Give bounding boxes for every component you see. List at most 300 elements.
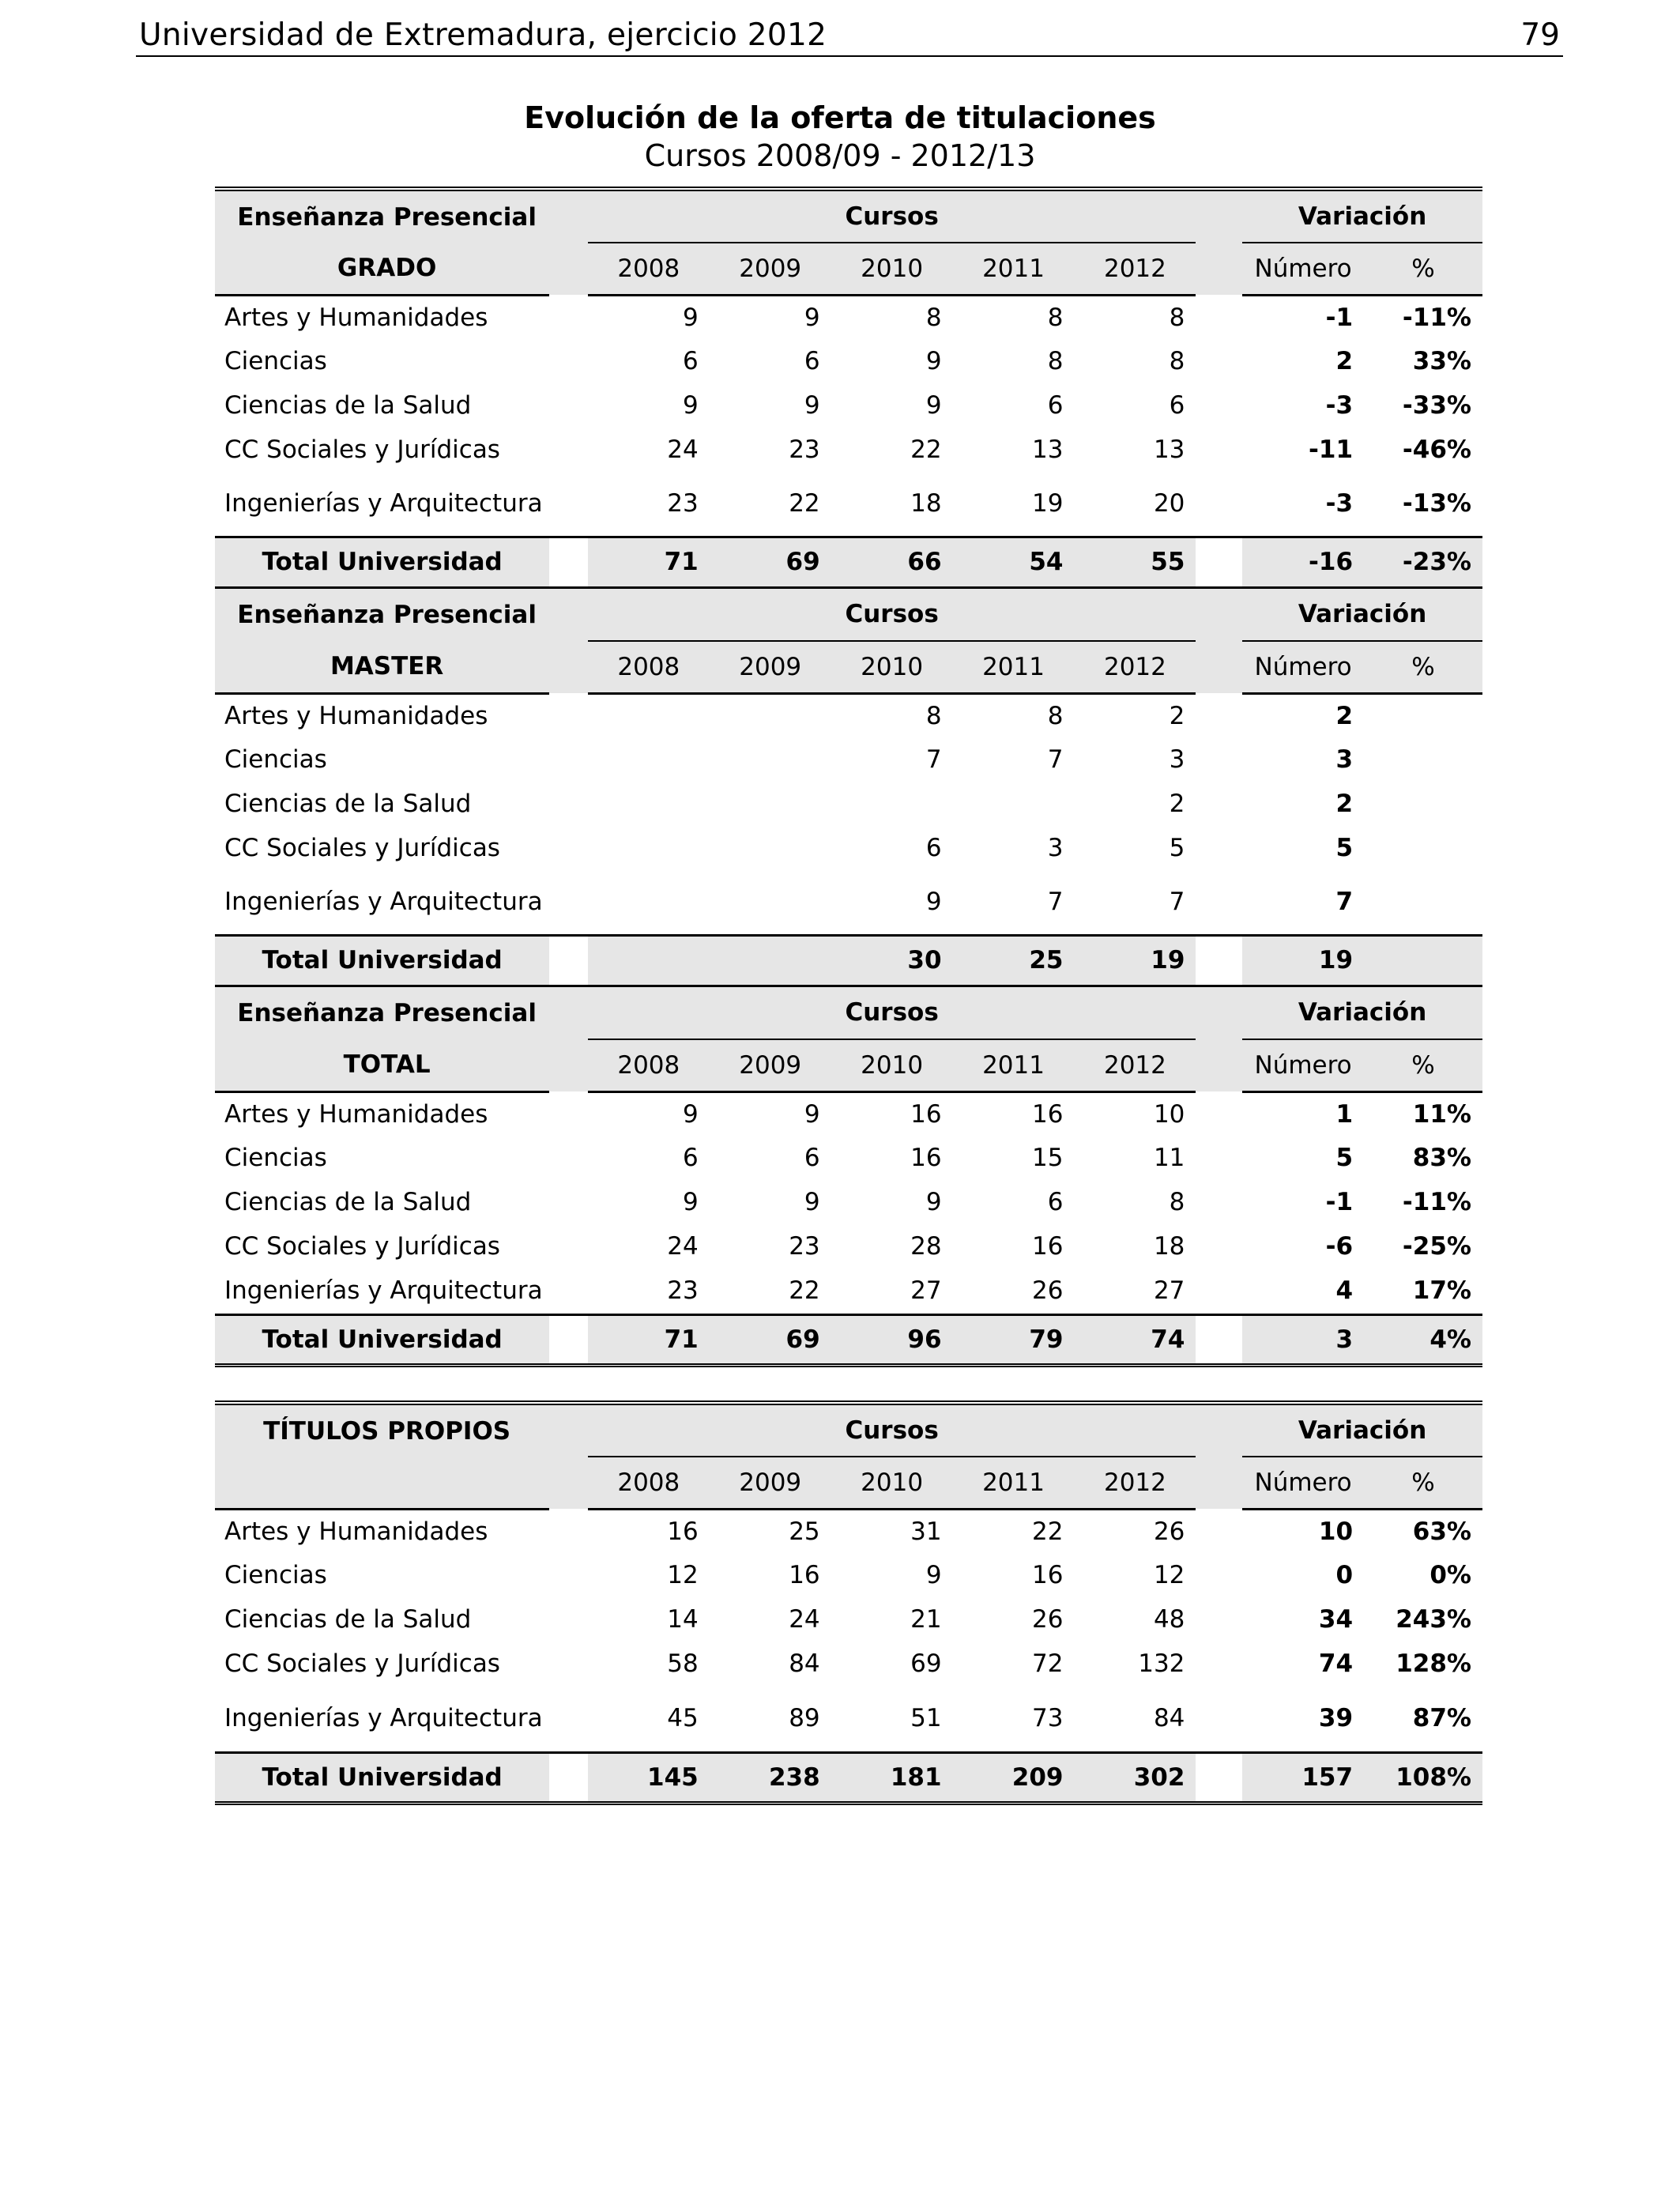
column-gap <box>549 737 588 782</box>
row-label: Ciencias <box>224 1144 327 1172</box>
total-value: 302 <box>1074 1752 1196 1803</box>
variation-number: 1 <box>1335 1099 1354 1129</box>
total-value <box>710 935 831 986</box>
total-value: 30 <box>831 935 953 986</box>
course-value: 28 <box>910 1232 942 1261</box>
column-gap <box>1196 1642 1242 1686</box>
course-value: 58 <box>667 1649 699 1678</box>
table-row <box>215 1642 1482 1686</box>
course-value: 2 <box>1169 790 1185 818</box>
row-label: Artes y Humanidades <box>224 1517 488 1546</box>
column-gap <box>549 383 588 428</box>
table-row <box>215 693 1482 737</box>
column-gap <box>1196 1686 1242 1752</box>
column-gap <box>549 1642 588 1686</box>
total-value: 209 <box>953 1752 1075 1803</box>
year-header: 2010 <box>831 1457 953 1509</box>
course-value: 25 <box>789 1517 820 1546</box>
course-value: 8 <box>1047 303 1064 332</box>
row-label: Ingenierías y Arquitectura <box>224 1704 543 1733</box>
variation-percent: 63% <box>1412 1517 1471 1546</box>
year-header: 2012 <box>1074 1039 1196 1091</box>
year-header: 2009 <box>710 243 831 295</box>
total-value: 54 <box>953 537 1075 587</box>
page-number: 79 <box>1520 17 1560 53</box>
year-header: 2011 <box>953 1457 1075 1509</box>
course-value: 21 <box>910 1605 942 1634</box>
column-gap <box>549 1091 588 1136</box>
variation-number: -3 <box>1325 391 1354 420</box>
course-value: 7 <box>1047 888 1064 917</box>
course-value: 20 <box>1153 489 1185 518</box>
variation-number: -1 <box>1325 303 1354 332</box>
column-gap <box>1196 1269 1242 1314</box>
total-variation-percent: 4% <box>1364 1314 1482 1365</box>
column-gap <box>549 1136 588 1180</box>
column-gap <box>549 472 588 537</box>
course-value: 19 <box>1032 489 1064 518</box>
course-value: 8 <box>1047 701 1064 730</box>
course-value: 23 <box>667 1276 699 1306</box>
column-gap <box>549 1553 588 1597</box>
year-header: 2009 <box>710 1457 831 1509</box>
page-subtitle: Cursos 2008/09 - 2012/13 <box>644 138 1036 173</box>
course-value: 9 <box>683 391 699 420</box>
total-label: Total Universidad <box>215 537 549 587</box>
section-sub-label: MASTER <box>215 641 549 693</box>
numero-header: Número <box>1242 641 1364 693</box>
presencial-table <box>215 187 1482 1367</box>
row-label: Ciencias <box>224 745 327 774</box>
column-gap <box>1196 472 1242 537</box>
section-group-label: Enseñanza Presencial <box>215 587 549 641</box>
column-gap <box>1196 693 1242 737</box>
course-value: 9 <box>925 888 942 917</box>
course-value: 6 <box>804 1144 820 1172</box>
year-header: 2012 <box>1074 243 1196 295</box>
course-value: 8 <box>925 701 942 730</box>
course-value: 72 <box>1032 1649 1064 1678</box>
variation-number: 5 <box>1335 1144 1354 1172</box>
course-value: 13 <box>1153 435 1185 464</box>
variation-number: 3 <box>1335 745 1354 774</box>
course-value: 23 <box>667 489 699 518</box>
course-value: 9 <box>804 303 820 332</box>
variation-number: 74 <box>1318 1649 1354 1678</box>
course-value: 84 <box>1153 1704 1185 1733</box>
column-gap <box>549 428 588 472</box>
course-value: 16 <box>1032 1099 1064 1129</box>
page-title: Evolución de la oferta de titulaciones <box>524 100 1156 135</box>
column-gap <box>549 1224 588 1269</box>
variation-number: 4 <box>1335 1276 1354 1306</box>
column-gap <box>1196 1136 1242 1180</box>
year-header: 2009 <box>710 641 831 693</box>
column-gap <box>549 641 588 693</box>
variation-percent: -46% <box>1402 435 1471 464</box>
variation-percent: 243% <box>1396 1605 1471 1634</box>
course-value: 9 <box>925 391 942 420</box>
course-value: 7 <box>1169 888 1185 917</box>
title-block <box>0 98 1680 174</box>
cursos-header: Cursos <box>588 986 1196 1039</box>
total-value: 79 <box>953 1314 1075 1365</box>
column-gap <box>549 935 588 986</box>
course-value: 9 <box>925 1188 942 1216</box>
course-value: 27 <box>910 1276 942 1306</box>
column-gap <box>549 1686 588 1752</box>
variation-percent: -11% <box>1402 303 1471 332</box>
column-gap <box>1196 383 1242 428</box>
course-value: 73 <box>1032 1704 1064 1733</box>
variation-percent: 128% <box>1396 1649 1471 1678</box>
table-row <box>215 1553 1482 1597</box>
course-value: 26 <box>1153 1517 1185 1546</box>
table-row <box>215 472 1482 537</box>
pct-header: % <box>1364 641 1482 693</box>
course-value <box>953 782 1075 826</box>
course-value: 15 <box>1032 1144 1064 1172</box>
table-row <box>215 1136 1482 1180</box>
course-value: 24 <box>789 1605 820 1634</box>
row-label: Artes y Humanidades <box>224 303 488 332</box>
course-value: 8 <box>925 303 942 332</box>
year-header: 2010 <box>831 641 953 693</box>
course-value: 16 <box>1032 1561 1064 1589</box>
column-gap <box>549 295 588 339</box>
variation-number: 5 <box>1335 834 1354 862</box>
variation-percent: 87% <box>1412 1704 1471 1733</box>
variation-percent: 11% <box>1412 1099 1471 1129</box>
column-gap <box>549 1457 588 1509</box>
row-label: Artes y Humanidades <box>224 1099 488 1129</box>
variation-number: -3 <box>1325 489 1354 518</box>
table-row <box>215 870 1482 935</box>
row-label: Ciencias de la Salud <box>224 790 472 818</box>
course-value: 18 <box>910 489 942 518</box>
pct-header: % <box>1364 1039 1482 1091</box>
table-row <box>215 295 1482 339</box>
variation-percent: 83% <box>1412 1144 1471 1172</box>
variation-percent: -13% <box>1402 489 1471 518</box>
total-row <box>215 1314 1482 1365</box>
column-gap <box>1196 935 1242 986</box>
course-value: 6 <box>683 347 699 375</box>
column-gap <box>549 537 588 587</box>
total-row <box>215 935 1482 986</box>
course-value: 10 <box>1153 1099 1185 1129</box>
table-row <box>215 428 1482 472</box>
course-value: 9 <box>683 1099 699 1129</box>
course-value: 13 <box>1032 435 1064 464</box>
course-value: 31 <box>910 1517 942 1546</box>
course-value: 6 <box>925 834 942 862</box>
course-value: 16 <box>789 1561 820 1589</box>
column-gap <box>1196 1403 1242 1457</box>
course-value: 9 <box>925 1561 942 1589</box>
year-header: 2011 <box>953 1039 1075 1091</box>
course-value: 7 <box>1047 745 1064 774</box>
empty-header-cell <box>215 1457 549 1509</box>
column-gap <box>1196 1091 1242 1136</box>
table-row <box>215 1269 1482 1314</box>
column-gap <box>549 870 588 935</box>
total-value: 145 <box>588 1752 710 1803</box>
column-gap <box>1196 295 1242 339</box>
course-value: 24 <box>667 1232 699 1261</box>
column-gap <box>1196 1597 1242 1642</box>
total-row <box>215 1752 1482 1803</box>
variation-percent <box>1364 737 1482 782</box>
column-gap <box>549 693 588 737</box>
course-value: 23 <box>789 435 820 464</box>
year-header: 2010 <box>831 243 953 295</box>
course-value <box>710 737 831 782</box>
row-label: Ingenierías y Arquitectura <box>224 1276 543 1306</box>
variation-number: 0 <box>1335 1561 1354 1589</box>
variation-percent: 33% <box>1412 347 1471 375</box>
row-label: Ingenierías y Arquitectura <box>224 888 543 917</box>
variation-number: -6 <box>1325 1232 1354 1261</box>
year-header: 2012 <box>1074 641 1196 693</box>
column-gap <box>549 1752 588 1803</box>
course-value <box>710 826 831 870</box>
table-row <box>215 782 1482 826</box>
course-value: 7 <box>925 745 942 774</box>
column-gap <box>1196 1752 1242 1803</box>
total-value: 19 <box>1074 935 1196 986</box>
total-value: 25 <box>953 935 1075 986</box>
titulos-propios-table <box>215 1400 1482 1805</box>
variacion-header: Variación <box>1242 587 1482 641</box>
total-value: 96 <box>831 1314 953 1365</box>
course-value: 16 <box>667 1517 699 1546</box>
course-value: 9 <box>804 1188 820 1216</box>
course-value: 22 <box>910 435 942 464</box>
column-gap <box>549 1509 588 1553</box>
column-gap <box>549 826 588 870</box>
variation-percent <box>1364 693 1482 737</box>
column-gap <box>1196 1553 1242 1597</box>
column-gap <box>1196 1180 1242 1224</box>
course-value: 24 <box>667 435 699 464</box>
variation-percent: -25% <box>1402 1232 1471 1261</box>
total-label: Total Universidad <box>215 1752 549 1803</box>
course-value: 9 <box>804 1099 820 1129</box>
total-value: 238 <box>710 1752 831 1803</box>
row-label: CC Sociales y Jurídicas <box>224 1649 500 1678</box>
year-header: 2008 <box>588 641 710 693</box>
variation-percent: -33% <box>1402 391 1471 420</box>
column-gap <box>1196 189 1242 243</box>
course-value: 3 <box>1169 745 1185 774</box>
total-value: 71 <box>588 1314 710 1365</box>
column-gap <box>1196 537 1242 587</box>
course-value <box>588 693 710 737</box>
total-value <box>588 935 710 986</box>
variacion-header: Variación <box>1242 1403 1482 1457</box>
total-value: 69 <box>710 537 831 587</box>
course-value: 27 <box>1153 1276 1185 1306</box>
row-label: CC Sociales y Jurídicas <box>224 435 500 464</box>
course-value <box>831 782 953 826</box>
column-gap <box>549 1597 588 1642</box>
numero-header: Número <box>1242 243 1364 295</box>
column-gap <box>549 1314 588 1365</box>
year-header: 2011 <box>953 641 1075 693</box>
column-gap <box>1196 1314 1242 1365</box>
section-group-label: Enseñanza Presencial <box>215 189 549 243</box>
course-value: 45 <box>667 1704 699 1733</box>
year-header: 2008 <box>588 243 710 295</box>
table-row <box>215 1509 1482 1553</box>
column-gap <box>1196 243 1242 295</box>
column-gap <box>549 243 588 295</box>
variation-percent: 0% <box>1430 1561 1471 1589</box>
row-label: Artes y Humanidades <box>224 701 488 730</box>
variation-percent <box>1364 782 1482 826</box>
row-label: Ingenierías y Arquitectura <box>224 489 543 518</box>
year-header: 2010 <box>831 1039 953 1091</box>
course-value: 16 <box>910 1099 942 1129</box>
variacion-header: Variación <box>1242 986 1482 1039</box>
course-value: 51 <box>910 1704 942 1733</box>
course-value: 11 <box>1153 1144 1185 1172</box>
cursos-header: Cursos <box>588 189 1196 243</box>
course-value: 22 <box>789 489 820 518</box>
column-gap <box>1196 339 1242 383</box>
total-variation-number: 3 <box>1242 1314 1364 1365</box>
course-value <box>588 737 710 782</box>
total-label: Total Universidad <box>215 1314 549 1365</box>
column-gap <box>1196 986 1242 1039</box>
column-gap <box>549 1039 588 1091</box>
numero-header: Número <box>1242 1039 1364 1091</box>
row-label: Ciencias de la Salud <box>224 1188 472 1216</box>
section-group-label: TÍTULOS PROPIOS <box>215 1403 549 1457</box>
course-value: 69 <box>910 1649 942 1678</box>
total-variation-number: 157 <box>1242 1752 1364 1803</box>
course-value: 16 <box>1032 1232 1064 1261</box>
year-header: 2012 <box>1074 1457 1196 1509</box>
table-row <box>215 339 1482 383</box>
year-header: 2009 <box>710 1039 831 1091</box>
table-row <box>215 1224 1482 1269</box>
total-variation-number: -16 <box>1242 537 1364 587</box>
variation-number: 7 <box>1335 888 1354 917</box>
column-gap <box>1196 870 1242 935</box>
course-value: 9 <box>683 303 699 332</box>
column-gap <box>1196 1457 1242 1509</box>
pct-header: % <box>1364 1457 1482 1509</box>
column-gap <box>1196 1224 1242 1269</box>
cursos-header: Cursos <box>588 587 1196 641</box>
variation-number: 2 <box>1335 701 1354 730</box>
course-value <box>710 870 831 935</box>
column-gap <box>549 189 588 243</box>
row-label: Ciencias de la Salud <box>224 391 472 420</box>
total-value: 69 <box>710 1314 831 1365</box>
variation-number: 2 <box>1335 790 1354 818</box>
column-gap <box>549 986 588 1039</box>
course-value: 12 <box>667 1561 699 1589</box>
variation-number: 34 <box>1318 1605 1354 1634</box>
variation-percent: -11% <box>1402 1188 1471 1216</box>
row-label: CC Sociales y Jurídicas <box>224 1232 500 1261</box>
course-value: 9 <box>683 1188 699 1216</box>
pct-header: % <box>1364 243 1482 295</box>
table-row <box>215 1091 1482 1136</box>
course-value: 2 <box>1169 701 1185 730</box>
total-value: 55 <box>1074 537 1196 587</box>
total-label: Total Universidad <box>215 935 549 986</box>
variation-number: -11 <box>1309 435 1354 464</box>
course-value: 12 <box>1153 1561 1185 1589</box>
running-header <box>136 14 1563 57</box>
row-label: Ciencias <box>224 347 327 375</box>
variation-percent <box>1364 826 1482 870</box>
course-value: 22 <box>789 1276 820 1306</box>
column-gap <box>1196 641 1242 693</box>
course-value <box>588 826 710 870</box>
course-value: 9 <box>925 347 942 375</box>
total-value: 74 <box>1074 1314 1196 1365</box>
course-value <box>710 782 831 826</box>
course-value: 8 <box>1169 347 1185 375</box>
column-gap <box>1196 826 1242 870</box>
course-value: 18 <box>1153 1232 1185 1261</box>
year-header: 2008 <box>588 1457 710 1509</box>
course-value <box>588 870 710 935</box>
year-header: 2011 <box>953 243 1075 295</box>
table-row <box>215 737 1482 782</box>
course-value: 5 <box>1169 834 1185 862</box>
course-value <box>588 782 710 826</box>
course-value: 23 <box>789 1232 820 1261</box>
column-gap <box>1196 587 1242 641</box>
course-value: 132 <box>1138 1649 1185 1678</box>
table-row <box>215 826 1482 870</box>
course-value: 16 <box>910 1144 942 1172</box>
table-row <box>215 1597 1482 1642</box>
course-value: 8 <box>1169 1188 1185 1216</box>
column-gap <box>549 1403 588 1457</box>
course-value: 84 <box>789 1649 820 1678</box>
variation-number: -1 <box>1325 1188 1354 1216</box>
total-variation-percent: -23% <box>1364 537 1482 587</box>
variation-percent: 17% <box>1412 1276 1471 1306</box>
table-row <box>215 1180 1482 1224</box>
course-value: 6 <box>1169 391 1185 420</box>
variation-number: 2 <box>1335 347 1354 375</box>
total-variation-number: 19 <box>1242 935 1364 986</box>
column-gap <box>1196 428 1242 472</box>
variation-number: 39 <box>1318 1704 1354 1733</box>
course-value: 8 <box>1047 347 1064 375</box>
total-variation-percent: 108% <box>1364 1752 1482 1803</box>
course-value: 3 <box>1047 834 1064 862</box>
total-row <box>215 537 1482 587</box>
column-gap <box>549 782 588 826</box>
numero-header: Número <box>1242 1457 1364 1509</box>
running-header-title: Universidad de Extremadura, ejercicio 2012 <box>139 17 827 53</box>
course-value: 8 <box>1169 303 1185 332</box>
cursos-header: Cursos <box>588 1403 1196 1457</box>
row-label: Ciencias de la Salud <box>224 1605 472 1634</box>
course-value: 48 <box>1153 1605 1185 1634</box>
course-value: 6 <box>804 347 820 375</box>
column-gap <box>1196 1039 1242 1091</box>
